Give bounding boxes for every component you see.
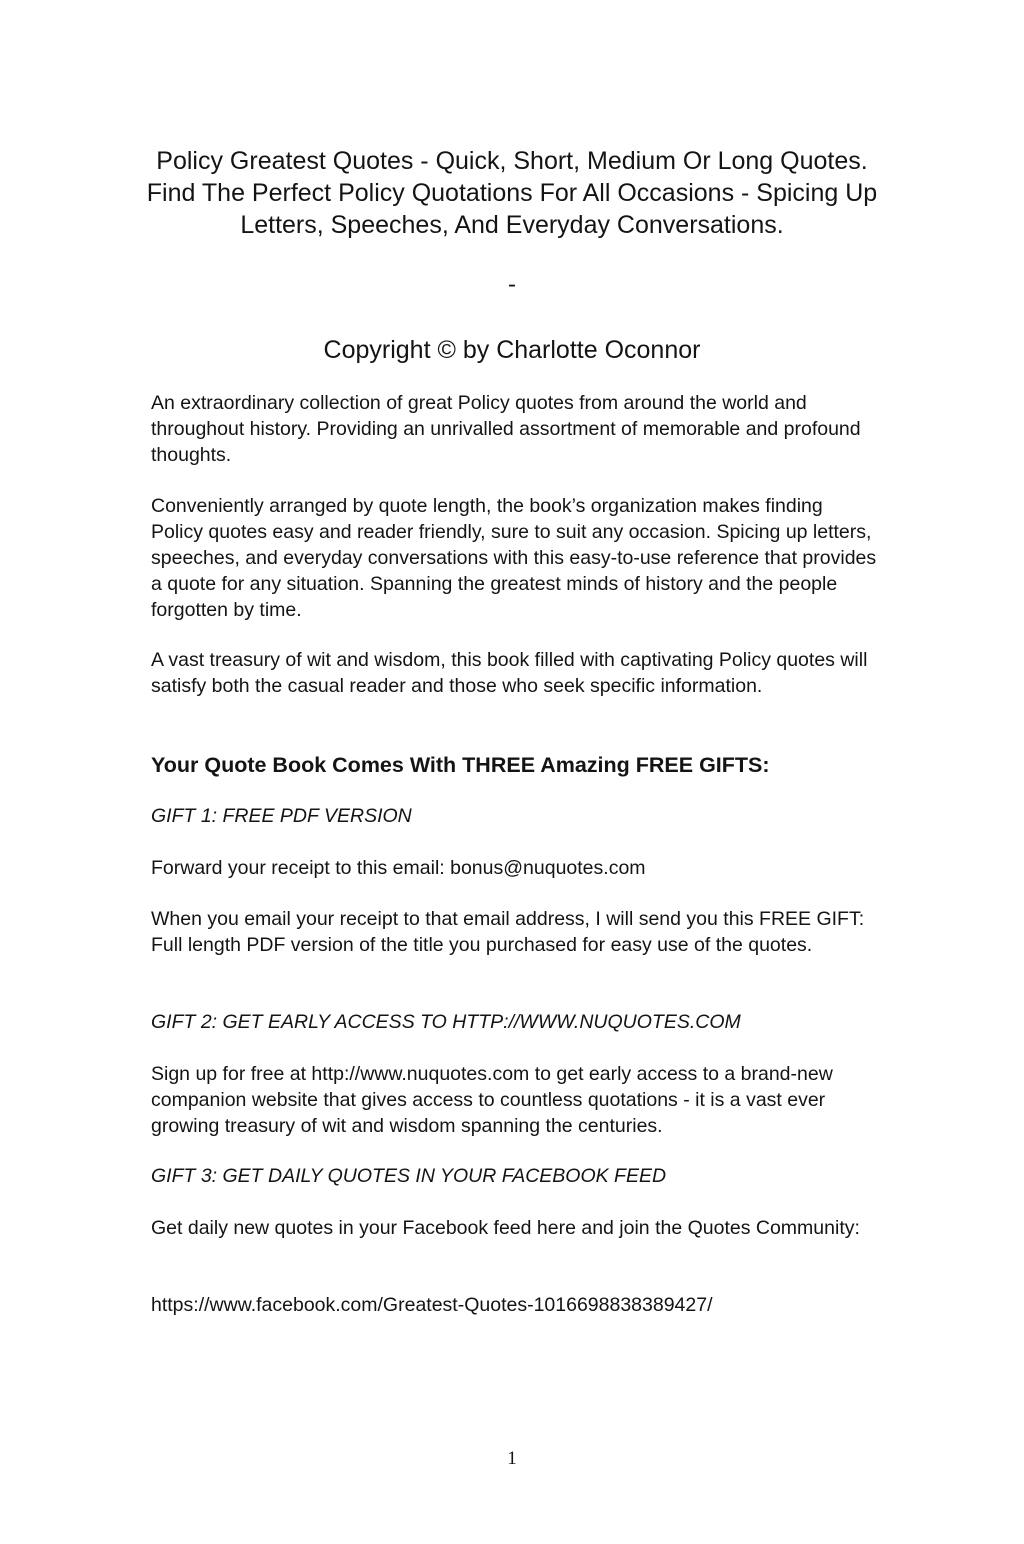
gifts-heading: Your Quote Book Comes With THREE Amazing FREE GIFTS: — [151, 753, 770, 777]
gift-3-description: Get daily new quotes in your Facebook feed here and join the Quotes Community: — [151, 1217, 860, 1239]
gift-1-description: When you email your receipt to that email address, I will send you this FREE GIFT: Full length PDF version of the title you purchased for easy use of the quotes. — [151, 908, 865, 956]
page-number: 1 — [507, 1448, 517, 1469]
intro-paragraph-3: A vast treasury of wit and wisdom, this book filled with captivating Policy quotes will satisfy both the casual reader and those who seek specific information. — [151, 649, 868, 697]
gift-2-description[interactable]: Sign up for free at http://www.nuquotes.com to get early access to a brand-new companion website that gives access to countless quotations - it is a vast ever growing treasury of wit and wisdom spanning the centuries. — [151, 1063, 833, 1137]
intro-paragraph-2: Conveniently arranged by quote length, the book’s organization makes finding Policy quotes easy and reader friendly, sure to suit any occasion. Spicing up letters, speeches, and everyday conversations with this easy-to-use reference that provides a quote for any situation. Spanning the greatest minds of history and the people forgotten by time. — [151, 495, 877, 621]
separator-dash: - — [508, 271, 516, 298]
gift-1-heading: GIFT 1: FREE PDF VERSION — [151, 805, 412, 827]
gift-1-email-line[interactable]: Forward your receipt to this email: bonus@nuquotes.com — [151, 857, 646, 879]
gift-3-heading: GIFT 3: GET DAILY QUOTES IN YOUR FACEBOOK FEED — [151, 1165, 667, 1187]
intro-paragraph-1: An extraordinary collection of great Policy quotes from around the world and throughout history. Providing an unrivalled assortment of memorable and profound thoughts. — [151, 392, 861, 466]
document-title: Policy Greatest Quotes - Quick, Short, Medium Or Long Quotes. Find The Perfect Policy Quotations For All Occasions - Spicing Up Letters, Speeches, And Everyday Conversations. — [146, 147, 878, 239]
copyright-line: Copyright © by Charlotte Oconnor — [323, 336, 701, 364]
facebook-link[interactable]: https://www.facebook.com/Greatest-Quotes-1016698838389427/ — [151, 1294, 713, 1316]
gift-2-heading: GIFT 2: GET EARLY ACCESS TO HTTP://WWW.NUQUOTES.COM — [151, 1011, 741, 1033]
